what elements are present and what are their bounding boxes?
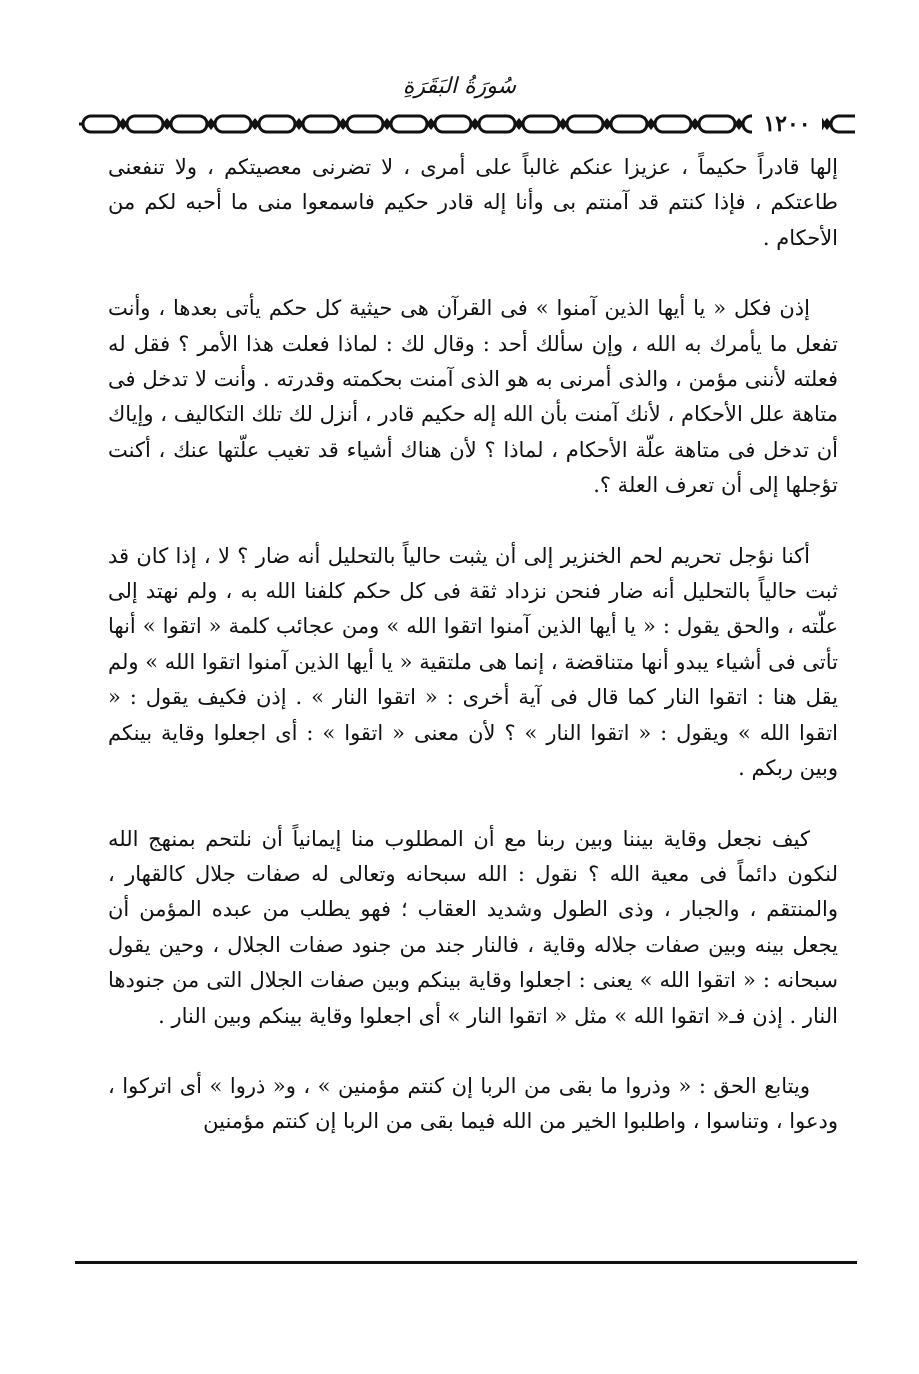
ornament-oval [435, 116, 471, 132]
ornament-oval [259, 116, 295, 132]
paragraph: إذن فكل « يا أيها الذين آمنوا » فى القرآن هى حيثية كل حكم يأتى بعدها ، وأنت تفعل ما يأمرك به الله ، وإن سألك أحد : وقال لك : لماذا فعلت هذا الأمر ؟ فقل له فعلته لأننى مؤمن ، والذى أمرنى به هو الذى آمنت بحكمته وقدرته . وأنت لا تدخل فى متاهة علل الأحكام ، لأنك آمنت بأن الله إله حكيم قادر ، أنزل لك تلك التكاليف ، وإياك أن تدخل فى متاهة علّة الأحكام ، لماذا ؟ لأن هناك أشياء قد تغيب علّتها عنك ، أكنت تؤجلها إلى أن تعرف العلة ؟. [108, 296, 838, 498]
bottom-rule [75, 1261, 857, 1264]
ornament-oval [655, 116, 691, 132]
ornament-oval [347, 116, 383, 132]
surah-title: سُورَةُ البَقَرَةِ [402, 74, 517, 99]
ornament-oval [303, 116, 339, 132]
ornament-oval [699, 116, 735, 132]
ornament-oval [479, 116, 515, 132]
ornament-oval [215, 116, 251, 132]
paragraph: ويتابع الحق : « وذروا ما بقى من الربا إن كنتم مؤمنين » ، و« ذروا » أى اتركوا ، ودعوا ، وتناسوا ، واطلبوا الخير من الله فيما بقى من الربا إن كنتم مؤمنين [108, 1073, 838, 1134]
main-text [108, 150, 838, 1140]
ornament-oval [171, 116, 207, 132]
ornament-oval [83, 116, 119, 132]
ornament-oval [567, 116, 603, 132]
ornament-oval [611, 116, 647, 132]
paragraph: أكنا نؤجل تحريم لحم الخنزير إلى أن يثبت حالياً بالتحليل أنه ضار ؟ لا ، إذا كان قد ثبت حالياً بالتحليل أنه ضار فنحن نزداد ثقة فى كل حكم كلفنا الله به ، ولم نهتد إلى علّته ، والحق يقول : « يا أيها الذين آمنوا اتقوا الله » ومن عجائب كلمة « اتقوا » أنها تأتى فى أشياء يبدو أنها متناقضة ، إنما هى ملتقية « يا أيها الذين آمنوا اتقوا الله » ولم يقل هنا : اتقوا النار كما قال فى آية أخرى : « اتقوا النار » . إذن فكيف يقول : « اتقوا الله » ويقول : « اتقوا النار » ؟ لأن معنى « اتقوا » : أى اجعلوا وقاية بينكم وبين ربكم . [108, 543, 838, 781]
ornament-oval [523, 116, 559, 132]
paragraph: إلها قادراً حكيماً ، عزيزا عنكم غالباً على أمرى ، لا تضرنى معصيتكم ، ولا تنفعنى طاعتكم ، فإذا كنتم قد آمنتم بى وأنا إله قادر حكيم فاسمعوا منى ما أحبه لكم من الأحكام . [108, 155, 838, 250]
page-number: ١٢٠٠ [752, 110, 822, 138]
ornament-oval [127, 116, 163, 132]
paragraph: كيف نجعل وقاية بيننا وبين ربنا مع أن المطلوب منا إيمانياً أن نلتحم بمنهج الله لنكون دائماً فى معية الله ؟ نقول : الله سبحانه وتعالى له صفات جلال كالقهار ، والمنتقم ، والجبار ، وذى الطول وشديد العقاب ؛ فهو يطلب من عبده المؤمن أن يجعل بينه وبين صفات جلاله وقاية ، فالنار جند من جنود صفات الجلال ، وحين يقول سبحانه : « اتقوا الله » يعنى : اجعلوا وقاية بينكم وبين صفات الجلال التى من جنودها النار . إذن فـ« اتقوا الله » مثل « اتقوا النار » أى اجعلوا وقاية بينكم وبين النار . [108, 826, 838, 1028]
ornament-oval [831, 116, 855, 132]
ornament-oval [391, 116, 427, 132]
ornamental-header-band [75, 110, 855, 138]
